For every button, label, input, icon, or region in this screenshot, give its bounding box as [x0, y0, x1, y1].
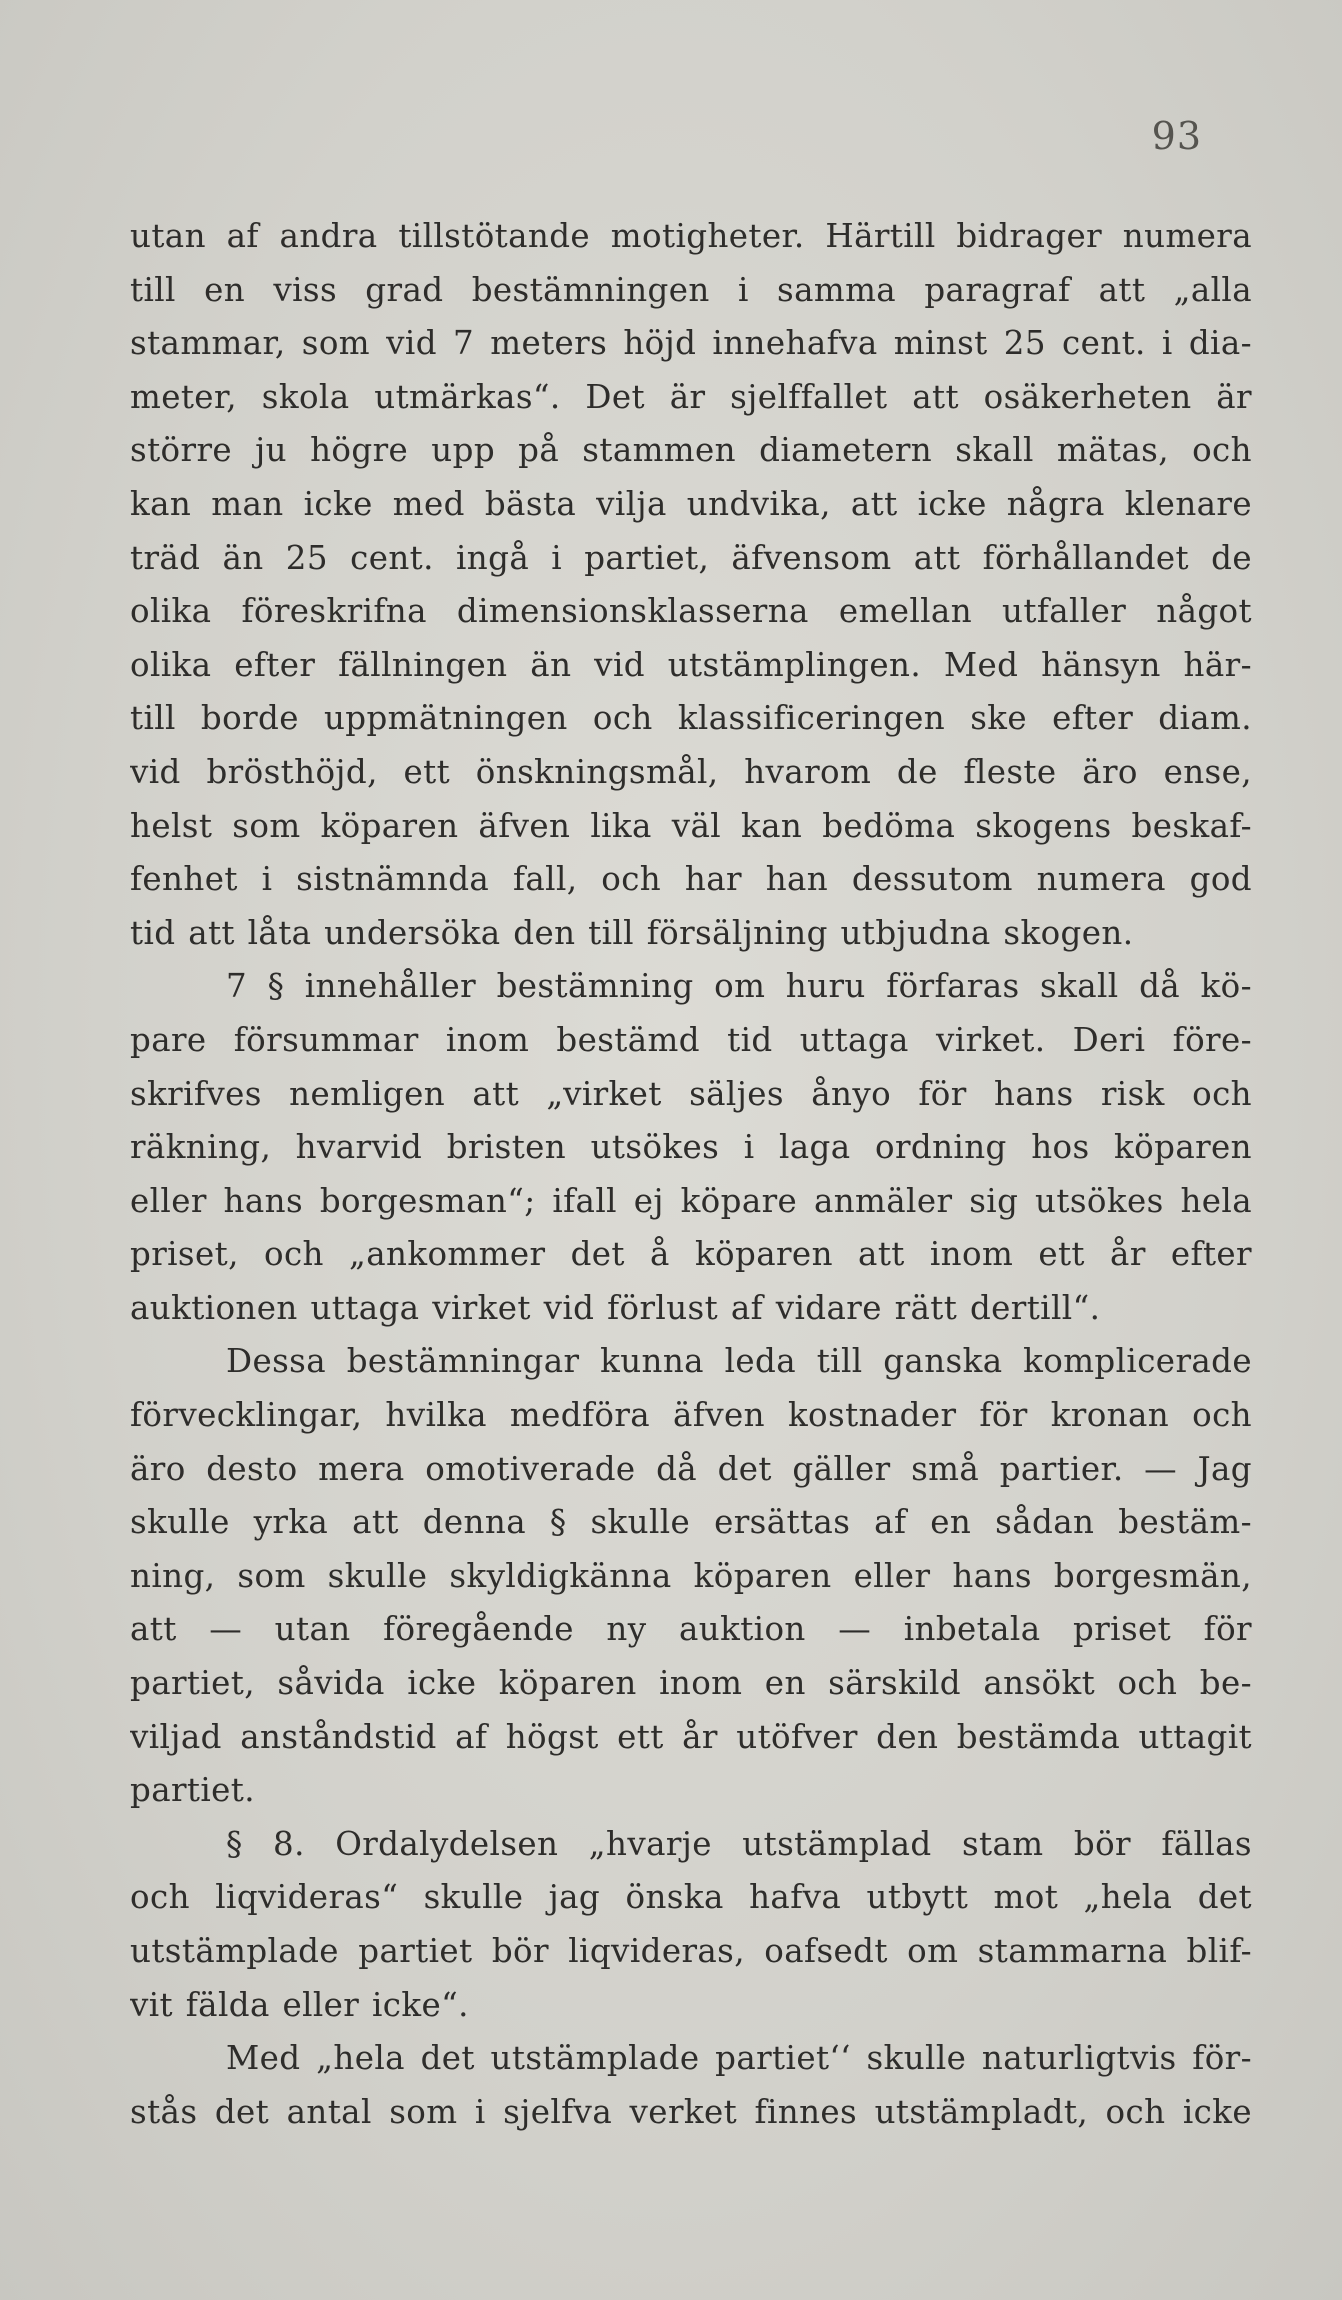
text-line-content: Dessa bestämningar kunna leda till ganska komplicerade: [226, 1342, 1252, 1381]
text-line: till en viss grad bestämningen i samma paragraf att „alla: [130, 270, 1252, 309]
text-line: viljad anståndstid af högst ett år utöfver den bestämda uttagit: [130, 1717, 1252, 1756]
text-line-content: Med „hela det utstämplade partiet‘‘ skulle naturligtvis för-: [226, 2039, 1252, 2078]
text-line: skrifves nemligen att „virket säljes ånyo för hans risk och: [130, 1074, 1252, 1113]
text-line: [130, 2032, 1252, 2086]
text-line: partiet.: [130, 1771, 255, 1810]
text-line: till borde uppmätningen och klassificeringen ske efter diam.: [130, 699, 1252, 738]
text-line: äro desto mera omotiverade då det gäller små partier. — Jag: [130, 1449, 1252, 1488]
text-line: pare försummar inom bestämd tid uttaga virket. Deri före-: [130, 1020, 1252, 1059]
text-line: [130, 960, 1252, 1014]
page-number: 93: [1151, 114, 1202, 158]
text-line: skulle yrka att denna § skulle ersättas af en sådan bestäm-: [130, 1503, 1252, 1542]
text-line-content: 7 § innehåller bestämning om huru förfaras skall då kö-: [226, 967, 1252, 1006]
text-line: utstämplade partiet bör liqvideras, oafsedt om stammarna blif-: [130, 1932, 1252, 1970]
text-line: olika föreskrifna dimensionsklasserna emellan utfaller något: [130, 592, 1252, 631]
paragraph: [130, 1818, 1252, 2032]
text-line: eller hans borgesman“; ifall ej köpare anmäler sig utsökes hela: [130, 1181, 1252, 1220]
paragraph: [130, 210, 1252, 960]
text-line: utan af andra tillstötande motigheter. Härtill bidrager numera: [130, 217, 1252, 255]
text-line: vit fälda eller icke“.: [130, 1985, 469, 2024]
text-line: [130, 1335, 1252, 1389]
body-text: [130, 210, 1252, 2139]
text-line: olika efter fällningen än vid utstämplingen. Med hänsyn här-: [130, 645, 1252, 684]
text-line: ning, som skulle skyldigkänna köparen eller hans borgesmän,: [130, 1556, 1252, 1595]
paragraph: [130, 1335, 1252, 1817]
text-line: och liqvideras“ skulle jag önska hafva utbytt mot „hela det: [130, 1878, 1252, 1917]
text-line-content: § 8. Ordalydelsen „hvarje utstämplad stam bör fällas: [226, 1824, 1252, 1863]
text-line: priset, och „ankommer det å köparen att inom ett år efter: [130, 1235, 1252, 1274]
text-line: fenhet i sistnämnda fall, och har han dessutom numera god: [130, 860, 1252, 899]
text-line: större ju högre upp på stammen diametern skall mätas, och: [130, 431, 1252, 470]
text-line: kan man icke med bästa vilja undvika, att icke några klenare: [130, 484, 1252, 523]
text-line: partiet, såvida icke köparen inom en särskild ansökt och be-: [130, 1664, 1252, 1703]
text-line: träd än 25 cent. ingå i partiet, äfvensom att förhållandet de: [130, 538, 1252, 577]
text-line: stammar, som vid 7 meters höjd innehafva minst 25 cent. i dia-: [130, 324, 1252, 363]
text-line: förvecklingar, hvilka medföra äfven kostnader för kronan och: [130, 1396, 1252, 1435]
text-line: [130, 1818, 1252, 1872]
text-line: tid att låta undersöka den till försäljning utbjudna skogen.: [130, 913, 1134, 952]
text-line: helst som köparen äfven lika väl kan bedöma skogens beskaf-: [130, 806, 1252, 845]
text-line: räkning, hvarvid bristen utsökes i laga ordning hos köparen: [130, 1128, 1252, 1167]
text-line: meter, skola utmärkas“. Det är sjelffallet att osäkerheten är: [130, 377, 1252, 416]
text-line: stås det antal som i sjelfva verket finnes utstämpladt, och icke: [130, 2092, 1252, 2131]
paragraph: [130, 2032, 1252, 2139]
text-line: att — utan föregående ny auktion — inbetala priset för: [130, 1610, 1252, 1649]
paragraph: [130, 960, 1252, 1335]
text-line: vid brösthöjd, ett önskningsmål, hvarom de fleste äro ense,: [130, 752, 1252, 791]
text-line: auktionen uttaga virket vid förlust af vidare rätt dertill“.: [130, 1288, 1101, 1327]
